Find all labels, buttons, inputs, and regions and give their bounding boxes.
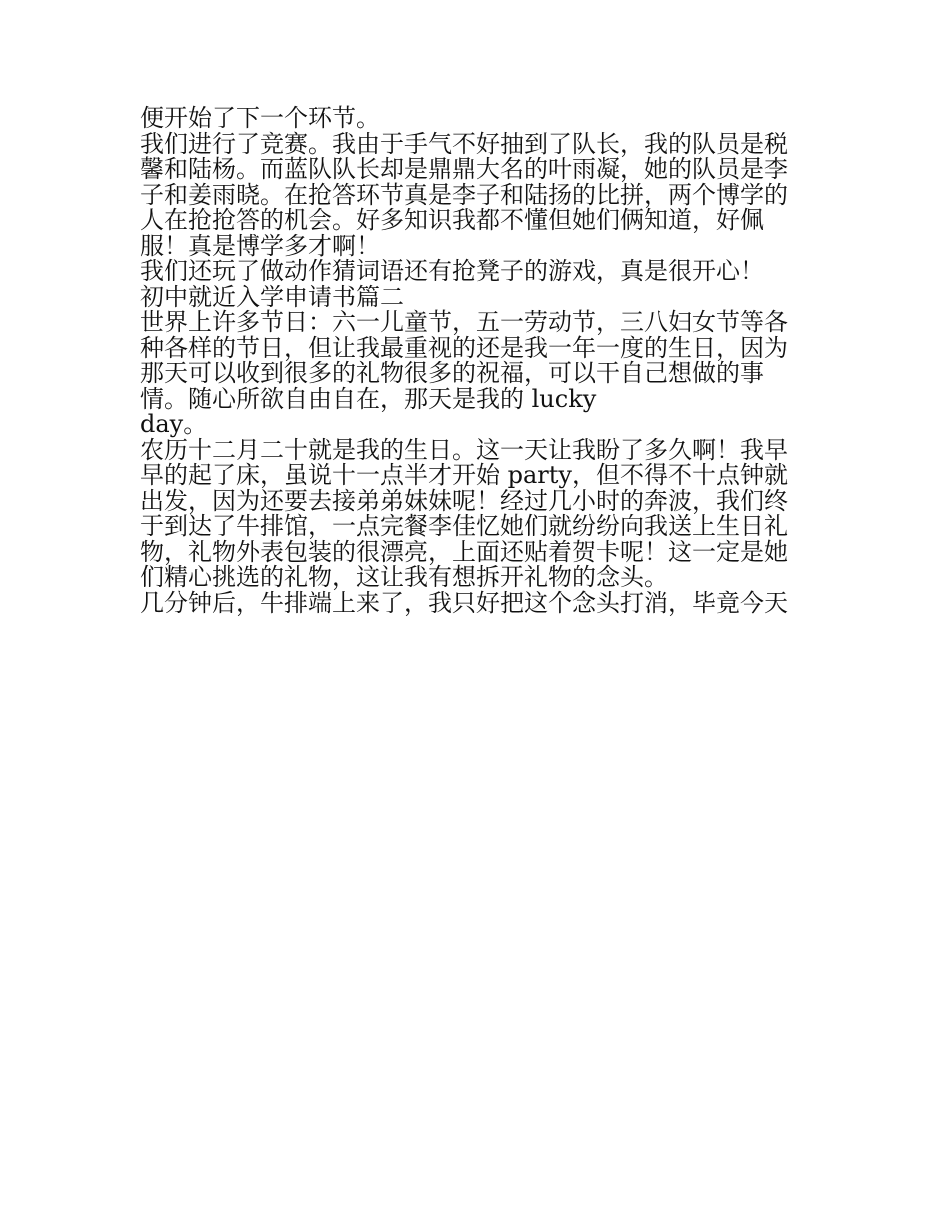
text-line: 物，礼物外表包装的很漂亮，上面还贴着贺卡呢！这一定是她 [140,537,788,566]
text-line: 我们还玩了做动作猜词语还有抢凳子的游戏，真是很开心！ [140,257,764,285]
text-line: 人在抢抢答的机会。好多知识我都不懂但她们俩知道，好佩 [140,206,764,234]
text-line: 于到达了牛排馆，一点完餐李佳忆她们就纷纷向我送上生日礼 [140,512,788,540]
text-line: day。 [140,410,208,438]
text-line: 子和姜雨晓。在抢答环节真是李子和陆扬的比拼，两个博学的 [140,180,788,209]
text-line: 农历十二月二十就是我的生日。这一天让我盼了多久啊！我早 [140,435,788,464]
text-line: 馨和陆杨。而蓝队队长却是鼎鼎大名的叶雨凝，她的队员是李 [140,155,788,183]
text-line: 那天可以收到很多的礼物很多的祝福，可以干自己想做的事 [140,359,764,387]
text-line: 几分钟后，牛排端上来了，我只好把这个念头打消，毕竟今天 [140,588,788,617]
text-line: 出发，因为还要去接弟弟妹妹呢！经过几小时的奔波，我们终 [140,486,788,515]
text-line: 种各样的节日，但让我最重视的还是我一年一度的生日，因为 [140,333,788,362]
text-line: 世界上许多节日：六一儿童节，五一劳动节，三八妇女节等各 [140,308,788,336]
text-line: 便开始了下一个环节。 [140,104,380,132]
section-heading: 初中就近入学申请书篇二 [140,282,404,311]
text-line: 们精心挑选的礼物，这让我有想拆开礼物的念头。 [140,563,668,591]
document-body [140,106,820,616]
text-line: 我们进行了竞赛。我由于手气不好抽到了队长，我的队员是税 [140,129,788,158]
text-line: 早的起了床，虽说十一点半才开始 party，但不得不十点钟就 [140,461,788,489]
text-line: 服！真是博学多才啊！ [140,231,380,260]
text-line: 情。随心所欲自由自在，那天是我的 lucky [140,384,597,413]
